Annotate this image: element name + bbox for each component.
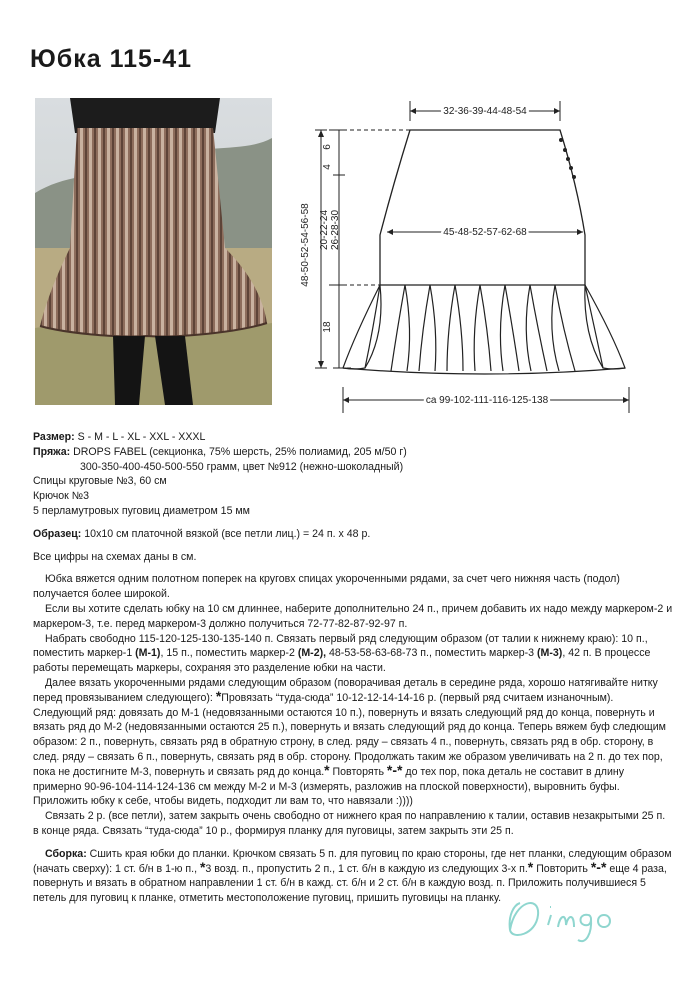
star-marker: * (324, 761, 330, 778)
skirt-photo (35, 98, 272, 405)
star-marker: * (199, 858, 206, 875)
total-height-label: 48-50-52-54-56-58 (300, 203, 311, 287)
assembly-paragraph: Сборка: Сшить края юбки до планки. Крючком связать 5 п. для пуговиц по краю стороны, где нет планки, следующим образом (начать сверху): 1 ст. б/н в 1-ю п., *3 возд. п., пропустить 2 п., 1 ст. б/н в каждую из следующих 3-х п.* Повторить *-* еще 4 раза, повернуть и вязать в обратном направлении 1 ст. б/н в кажд. ст. б/н и 2 ст. б/н в каждую возд. п. Приложить получившиеся 5 петель для пуговиц к планке, отметить местоположение пуговиц, пришить пуговицы на планку. (33, 847, 672, 905)
hem-width-label: ca 99-102-111-116-125-138 (425, 395, 549, 406)
mid-height-2-label: 26-28-30 (330, 209, 341, 251)
mid-height-label: 20-22-24 (319, 209, 330, 251)
watermark-signature (500, 885, 620, 955)
needles-text: Спицы круговые №3, 60 см (33, 475, 167, 488)
yarn-label: Пряжа: (33, 445, 71, 458)
paragraph-4: Далее вязать укороченными рядами следующим образом (поворачивая деталь в середине ряда, хорошо натягивайте нитку перед провязыванием следующего): *Провязать “туда-сюда” 10-12-12-14-14-16 р. (первый ряд считаем изнаночным). Следующий ряд: довязать до М-1 (недовязанными остаются 10 п.), повернуть и вязать следующий ряд до конца, повернуть и вязать ряд до М-2 (недовязанными остаются 25 п.), повернуть и вязать следующий ряд до конца. Теперь вяжем буф следющим образом: 2 п., повернуть, связать ряд в обратную строну, в след. ряду – связать 4 п., повернуть, связать ряд в обр. сторону, в след. ряду – связать 6 п., повернуть, связать ряд в обр. сторону. Продолжать таким же образом увеличивать на 2 п. до тех пор, пока не достигните М-3, повернуть и связать ряд до конца.* Повторять *-* до тех пор, пока деталь не составит в длину примерно 90-96-104-114-124-136 см между М-2 и М-3 (измерять, разложив на плоской поверхности), выровнить буфы. Приложить юбку к себе, чтобы видеть, подходит ли вам то, что навязали :)))) (33, 676, 666, 808)
size-label: Размер: (33, 431, 75, 443)
star-marker: * (215, 687, 222, 704)
assembly-label: Сборка: (45, 847, 87, 860)
waist-width-label: 32-36-39-44-48-54 (443, 106, 527, 117)
gauge-value: 10х10 см платочной вязкой (все петли лиц.) = 24 п. х 48 р. (81, 527, 371, 540)
bottom-height-label: 18 (322, 321, 333, 333)
paragraph-1: Юбка вяжется одним полотном поперек на круговх спицах укороченными рядами, за счет чего нижняя часть (подол) получается более широкой. (33, 573, 620, 601)
page-title: Юбка 115-41 (30, 45, 193, 73)
yarn-line-1: DROPS FABEL (секционка, 75% шерсть, 25% полиамид, 205 м/50 г) (70, 445, 407, 458)
paragraph-2: Если вы хотите сделать юбку на 10 см длиннее, наберите дополнительно 24 п., причем добавить их надо между маркером-2 и маркером-3, т.е. перед маркером-3 должно получиться 72-77-82-87-92-97 п. (33, 602, 673, 630)
star-dash-star-marker: *-* (590, 858, 607, 875)
hip-width-label: 45-48-52-57-62-68 (443, 227, 527, 238)
buttons-text: 5 перламутровых пуговиц диаметром 15 мм (33, 504, 250, 517)
pattern-text (33, 430, 673, 906)
yarn-line-2: 300-350-400-450-500-550 грамм, цвет №912 (нежно-шоколадный) (80, 460, 404, 473)
paragraph-5: Связать 2 р. (все петли), затем закрыть очень свободно от нижнего края по направлению к талии, оставив незакрытыми 25 п. в конце ряда. Связать “туда-сюда” 10 р., формируя планку для пуговицы, затем закрыть эти 25 п. (33, 810, 666, 837)
hook-text: Крючок №3 (33, 490, 90, 503)
size-value: S - M - L - XL - XXL - XXXL (74, 431, 206, 443)
units-note: Все цифры на схемах даны в см. (33, 550, 197, 563)
paragraph-3: Набрать свободно 115-120-125-130-135-140 п. Связать первый ряд следующим образом (от талии к нижнему краю): 10 п., поместить маркер-1 (М-1), 15 п., поместить маркер-2 (М-2), 48-53-58-63-68-73 п., поместить маркер-3 (М-3), 42 п. В процессе работы перемещать маркеры, сохраняя это разделение юбки на части. (33, 632, 651, 675)
top-height-b-label: 4 (322, 164, 333, 170)
star-dash-star-marker: *-* (386, 761, 403, 778)
star-marker: * (527, 858, 534, 875)
gauge-label: Образец: (33, 527, 82, 540)
skirt-schematic (295, 95, 665, 430)
top-height-a-label: 6 (322, 144, 333, 150)
